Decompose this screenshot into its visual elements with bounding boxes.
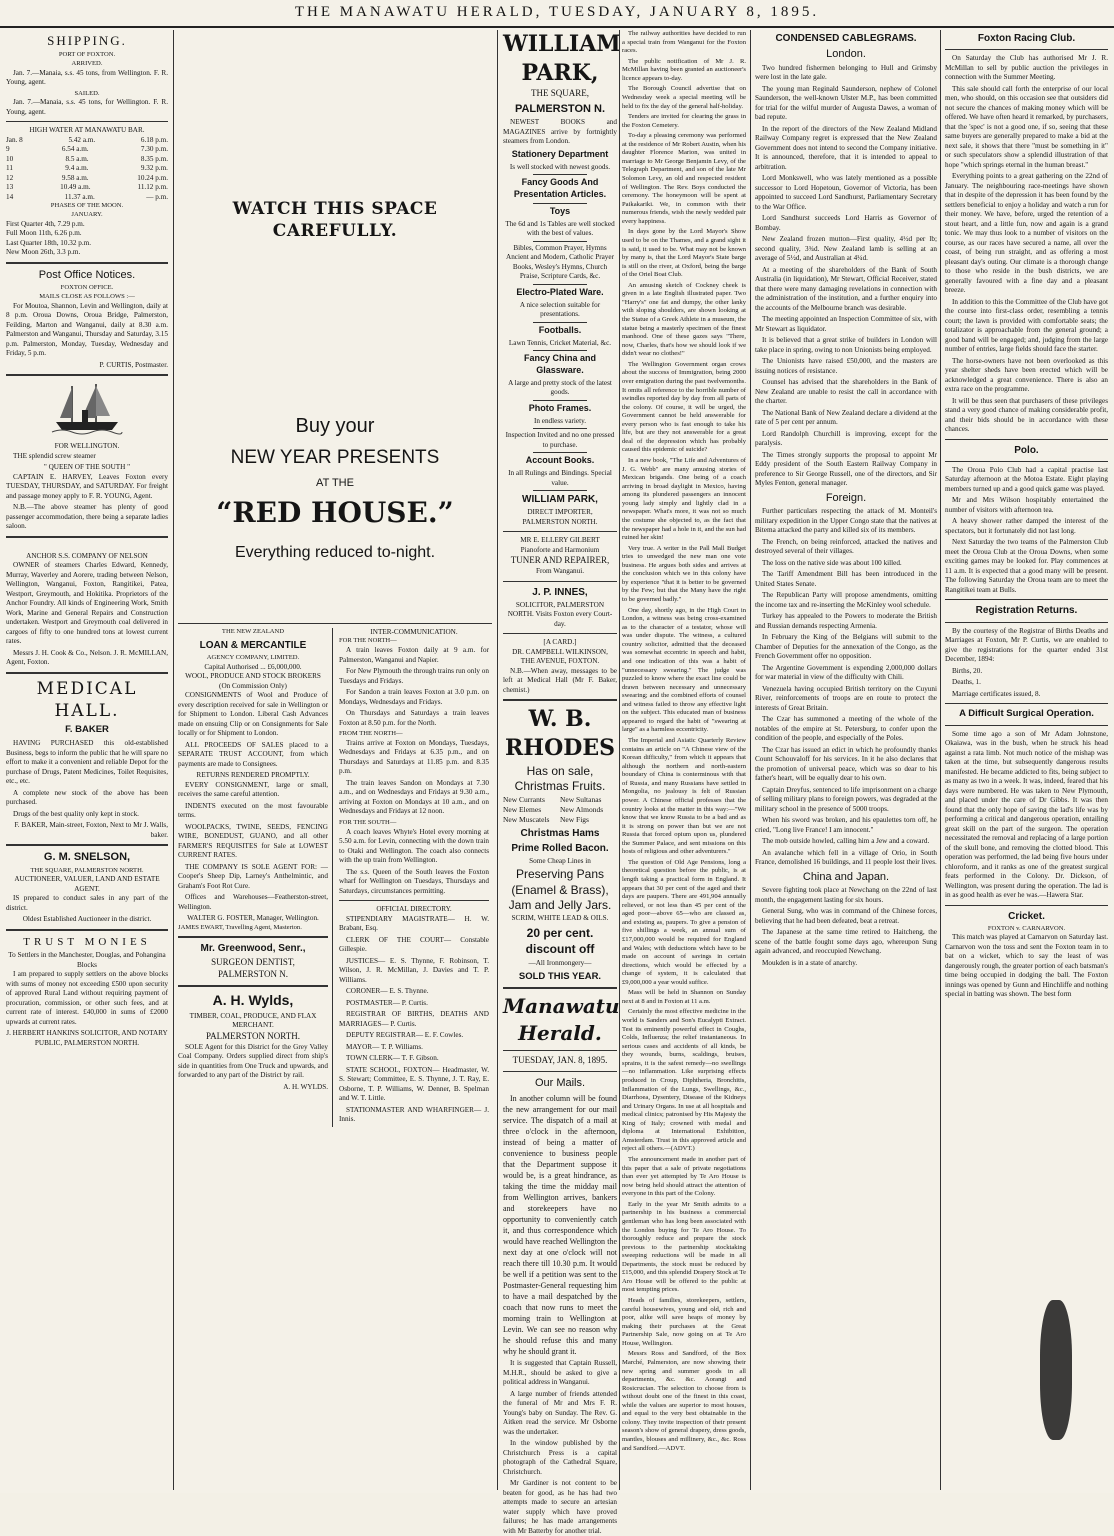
tide-cell: 8.5 a.m. bbox=[65, 154, 89, 163]
park-section-body: Bibles, Common Prayer, Hymns Ancient and Modern, Catholic Prayer Books, Wesley's Hymns, Church Praise, Scripture Cards, &c. bbox=[506, 243, 614, 281]
park-section-title: Toys bbox=[549, 206, 571, 217]
news-paragraph: Two hundred fishermen belonging to Hull and Grimsby were lost in the late gale. bbox=[755, 63, 937, 82]
medical-name: F. BAKER bbox=[65, 724, 109, 736]
news-paragraph: Venezuela having occupied British territory on the Cuyuni River, reinforcements of troops are en route to protect the interests of Great Britain. bbox=[755, 684, 937, 712]
rhodes-item: New Currants bbox=[503, 795, 545, 805]
cricket-heading: Cricket. bbox=[1008, 910, 1045, 922]
directory-entry: STATE SCHOOL, FOXTON— Headmaster, W. S. Stewart; Committee, E. S. Thynne, J. T. Ray, E. Osborne, T. P. Williams, W. Denner, B. Spelman and W. T. Little. bbox=[339, 1065, 489, 1103]
news-paragraph: The Japanese at the same time retired to Haitcheng, the scene of the battle fought some days ago, whereupon Sung again advanced, and reoccupied Newchang. bbox=[755, 928, 937, 956]
news-paragraph: Lord Randolph Churchill is improving, except for the paralysis. bbox=[755, 429, 937, 448]
gilbert-tuner: TUNER AND REPAIRER, bbox=[510, 555, 610, 566]
directory-list bbox=[339, 915, 489, 1125]
news-paragraph: The National Bank of New Zealand declare a dividend at the rate of 5 per cent per annum. bbox=[755, 408, 937, 427]
news-paragraph: In the report of the directors of the New Zealand Midland Railway Company regret is expressed that the New Zealand Government does not intend to second the Company initiative. It is announced, therefore, that it is intended to appeal to arbitration. bbox=[755, 124, 937, 171]
news-paragraph: The young man Reginald Saunderson, nephew of Colonel Saunderson, the well-known Ulster M.P., has been committed for trial for the wilful murder of Augusta Dawes, a woman of bad repute. bbox=[755, 84, 937, 122]
wylds-name: A. H. Wylds, bbox=[212, 992, 294, 1009]
park-section-title: Fancy China and Glassware. bbox=[523, 353, 596, 376]
herald-date: TUESDAY, JAN. 8, 1895. bbox=[512, 1055, 608, 1066]
news-paragraph: The announcement made in another part of this paper that a sale of private negotiations than ever yet attempted by Te Aro House is now being held should attract the attention of everyone in this part of the Colony. bbox=[622, 1156, 746, 1198]
news-paragraph: The Oroua Polo Club had a capital practise last Saturday afternoon at the Motoa Estate. Eight playing members turned up and a good quick game was played. bbox=[945, 465, 1108, 493]
rhodes-item: New Elemes bbox=[503, 805, 542, 815]
column-rule bbox=[940, 30, 941, 1490]
rhodes-name: W. B. RHODES bbox=[505, 706, 615, 762]
inter-body: On Thursdays and Saturdays a train leaves Foxton at 8.50 p.m. for the North. bbox=[339, 709, 489, 727]
cricket-sub: FOXTON v. CARNARVON. bbox=[987, 924, 1066, 932]
new-year-presents: NEW YEAR PRESENTS bbox=[230, 447, 440, 469]
column-advertisements bbox=[178, 30, 492, 1490]
news-paragraph: The Borough Council advertise that on Wednesday week a special meeting will be held to fix the day of the general half-holiday. bbox=[622, 85, 746, 110]
rhodes-pans: Preserving Pans (Enamel & Brass), Jam and Jelly Jars. bbox=[508, 866, 612, 913]
news-paragraph: Lord Sandhurst succeeds Lord Harris as Governor of Bombay. bbox=[755, 214, 937, 232]
moon-phase: First Quarter 4th, 7.29 p.m. bbox=[6, 219, 85, 228]
news-paragraph: The railway authorities have decided to run a special train from Wanganui for the Foxton races. bbox=[622, 30, 746, 55]
trust-sign: J. HERBERT HANKINS SOLICITOR, AND NOTARY PUBLIC, PALMERSTON NORTH. bbox=[6, 1029, 168, 1047]
inter-from-north: FROM THE NORTH— bbox=[339, 730, 403, 738]
medical-drugs: Drugs of the best quality only kept in stock. bbox=[13, 809, 139, 818]
park-news: NEWEST BOOKS and MAGAZINES arrive by fortnightly steamers from London. bbox=[503, 118, 617, 146]
po-text: For Moutoa, Shannon, Levin and Wellington, daily at 8 p.m. Oroua Downs, Oroua Bridge, Palmerston, Feilding, Marton and Wanganui, daily at 8.30 a.m. Palmerston and Wanganui, Thursday and Saturday, 3.15 p.m. Palmerston, Monday, Tuesday, Wednesday and Friday, 5 p.m. bbox=[6, 301, 168, 358]
news-paragraph: Messrs Ross and Sandford, of the Box Marché, Palmerston, are now showing their new spring and summer goods in all departments, &c. &c. Aorangi and Rosicrucian. The selection to choose from is without doubt one of the finest in this coast, while the values are superior to most houses, and equal to the very best obtainable in the colony. They invite inspection of their present season's show of general drapery, dress goods, mantles, blouses and millinery, &c., &c. Ross and Sandford.—ADVT. bbox=[622, 1350, 746, 1452]
anchor-heading: ANCHOR S.S. COMPANY OF NELSON bbox=[26, 551, 148, 560]
wylds-town: PALMERSTON NORTH. bbox=[206, 1030, 300, 1041]
rhodes-bacon: Prime Rolled Bacon. bbox=[511, 843, 609, 855]
steamer-nb: N.B.—The above steamer has plenty of good passenger accommodation, there being a separate ladies saloon. bbox=[6, 503, 168, 531]
trust-body: I am prepared to supply settlers on the above blocks with sums of money not exceeding £500 upon security of approved Rural Land without requiring payment of procuration, commission, or other such fees, and at current rate of interest. £40,000 in sums of £2000 upwards at current rates. bbox=[6, 970, 168, 1026]
news-paragraph: Deaths, 1. bbox=[952, 678, 981, 687]
snelson-role: AUCTIONEER, VALUER, LAND AND ESTATE AGENT. bbox=[14, 875, 160, 893]
port-heading: PORT OF FOXTON. bbox=[58, 51, 116, 59]
column-sport bbox=[945, 30, 1108, 1490]
loan-body: CONSIGNMENTS of Wool and Produce of every description received for sale in Wellington or for Shipment to London. Liberal Cash Advances made on ensuing Clip or on Consignments for Sale locally or for Shipment to London. bbox=[178, 691, 328, 738]
herald-title: Manawatu Herald. bbox=[503, 994, 620, 1045]
news-paragraph: It is believed that a great strike of builders in London will take place in spring, owing to non Unionists being employed. bbox=[755, 336, 937, 354]
tide-row bbox=[6, 183, 168, 193]
inter-south: FOR THE SOUTH— bbox=[339, 818, 397, 826]
park-name: WILLIAM PARK, bbox=[503, 31, 621, 87]
rhodes-cheap: Some Cheap Lines in bbox=[529, 857, 591, 866]
park-section-title: Fancy Goods And Presentation Articles. bbox=[513, 177, 607, 200]
moon-heading: PHASES OF THE MOON. bbox=[50, 202, 124, 210]
news-paragraph: In days gone by the Lord Mayor's Show used to be on the Thames, and a grand sight it is said, it used to be. What may not be known by many is, that the Lord Mayor's State barge is still on the river, at Oxford, being the barge of the Oriel Boat Club. bbox=[622, 228, 746, 279]
news-paragraph: At a meeting of the shareholders of the Bank of South Australia (in liquidation), Mr Stewart, Official Receiver, stated that there were many damaging revelations in connection with the administration of the institution, and a further enquiry into the accounts of the Melbourne branch was desirable. bbox=[755, 265, 937, 312]
news-paragraph: One day, shortly ago, in the High Court in London, a witness was being cross-examined as to the character of a testator, whose will was under dispute. The witness, a cultured country solicitor, admitted that the deceased was somewhat eccentric in speech and habit, and one indication of this was a habit of "unnecessary swearing." The judge was puzzled to know where the exact line could be drawn between necessary and unnecessary swearing; and the combined efforts of counsel and witness failed to throw any effective light on the subject. This educated man of business appeared to regard the habit of "swearing at large" as a harmless eccentricity. bbox=[622, 606, 746, 734]
news-paragraph: Tenders are invited for clearing the grass in the Foxton Cemetery. bbox=[622, 113, 746, 129]
news-paragraph: The Czar has issued an edict in which he profoundly thanks Count Schouvaloff for his services. In it he also declares that the promotion of universal peace, which was so dear to his father's heart, will be equally dear to his own. bbox=[755, 745, 937, 783]
rhodes-scrim: SCRIM, WHITE LEAD & OILS. bbox=[511, 914, 609, 923]
tide-cell: 10 bbox=[6, 154, 14, 163]
loan-name: LOAN & MERCANTILE bbox=[199, 639, 307, 651]
news-paragraph: The Times strongly supports the proposal to appoint Mr Eddy president of the South Eastern Railway Company in preference to Sir George Russell, one of the directors, and Sir Myles Fenton, general manager. bbox=[755, 450, 937, 488]
wylds-role: TIMBER, COAL, PRODUCE, AND FLAX MERCHANT. bbox=[189, 1011, 317, 1030]
directory-entry: POSTMASTER— P. Curtis. bbox=[346, 998, 428, 1007]
tide-cell: 11 bbox=[6, 164, 13, 173]
news-paragraph: Some time ago a son of Mr Adam Johnstone, Okaiawa, was in the bush, when he struck his head against a rata limb. Not much notice of the mishap was taken at the time, but subsequently dangerous results manifested. He became addicted to fits, being subject to as many as two in a week. It was, indeed, feared that his days were numbered. He was taken to New Plymouth, and placed under the care of Dr Gibbs. It was then found that the only hope of saving the lad's life was by performing a critical and dangerous operation, entailing great skill on the part of the surgeon. The operation necessitated the removal and replacing of a large portion of the skull bone, and removing the clotted blood. This operation was performed, the lad being five hours under chloroform, and it ranks as one of the greatest surgical feats performed in the Colony. Dr. Dickson, of Wellington, was present during the operation. The lad is in as good health as ever he was.—Hawera Star. bbox=[945, 729, 1108, 900]
news-paragraph: The mob outside howled, calling him a Jew and a coward. bbox=[762, 837, 930, 846]
polo-heading: Polo. bbox=[1014, 444, 1039, 456]
tide-cell: 9.32 p.m. bbox=[140, 164, 168, 173]
loan-title: THE NEW ZEALAND bbox=[221, 627, 285, 635]
park-section-title: Footballs. bbox=[538, 324, 582, 335]
snelson-oldest: Oldest Established Auctioneer in the district. bbox=[22, 915, 152, 924]
snelson-heading: G. M. SNELSON, bbox=[43, 851, 131, 863]
news-paragraph: The French, on being reinforced, attacked the natives and destroyed several of their villages. bbox=[755, 537, 937, 556]
snelson-addr: THE SQUARE, PALMERSTON NORTH. bbox=[30, 866, 144, 874]
tide-cell: 10.24 p.m. bbox=[137, 173, 168, 182]
wilkinson-addr: THE AVENUE, FOXTON. bbox=[520, 657, 600, 666]
news-paragraph: An avalanche which fell in a village of Orio, in South France, demolished 16 buildings, and 11 people lost their lives. bbox=[755, 848, 937, 867]
tide-heading: HIGH WATER AT MANAWATU BAR. bbox=[29, 126, 145, 135]
park-sign2: DIRECT IMPORTER, PALMERSTON NORTH. bbox=[522, 508, 598, 526]
park-section-title: Photo Frames. bbox=[528, 402, 592, 413]
anchor-body: OWNER of steamers Charles Edward, Kennedy, Murray, Waverley and Aorere, trading between Nelson, Wellington, Wanganui, Foxton, Rangitikei, Patea, Westport, Greymouth, and Hokitika. Proprietors of the Anchor Foundry. All kinds of Engineering Work, Smith Work, Marine and General Repairs and Construction undertaken. Westport and Greymouth coal delivered in cargoes of fifty to one hundred tons at lowest current rates. bbox=[6, 561, 168, 646]
tide-cell: 13 bbox=[6, 183, 14, 192]
news-paragraph: Next Saturday the two teams of the Palmerston Club meet the Oroua Club at the Oroua Downs, when some exciting games may be looked for. Play commences at 11 a.m. It is expected that a good many will be present. The following Saturday the Oroua team are to meet the Rangitikei team at Bulls. bbox=[945, 538, 1108, 594]
registration-heading: Registration Returns. bbox=[975, 605, 1078, 617]
news-paragraph: Turkey has appealed to the Powers to moderate the British and Russian demands respecting Armenia. bbox=[755, 612, 937, 630]
news-paragraph: The loss on the native side was about 100 killed. bbox=[762, 558, 902, 567]
news-paragraph: The public notification of Mr J. R. McMillan having been granted an auctioneer's licence appears to-day. bbox=[622, 57, 746, 82]
watch-space-ad: WATCH THIS SPACE CAREFULLY. bbox=[232, 199, 438, 242]
moon-phase: Last Quarter 18th, 10.32 p.m. bbox=[6, 238, 92, 247]
news-paragraph: The horse-owners have not been overlooked as this year shelter sheds have been erected which will be acknowledged a great convenience. There is also an extra race on the programme. bbox=[945, 356, 1108, 394]
news-paragraph: This sale should call forth the enterprise of our local men, who should, on this occasion see that outsiders did not secure the chances of making money which will be offered. We have often heard it remarked, by purchasers, that the 'spec' is not a good one, if so, seeing that these same buyers are generally prepared to make a bid at the next sale, it shows that there "must be something in it" or such speculators show a splendid illustration of that hope "which springs eternal in the human breast." bbox=[945, 84, 1108, 169]
ink-blot bbox=[1040, 1300, 1072, 1440]
inter-body: Trains arrive at Foxton on Mondays, Tuesdays, Wednesdays and Fridays at 6.35 p.m., and on Thursdays and Saturdays at 11.85 p.m. and 8.35 p.m. bbox=[339, 738, 489, 776]
column-cablegrams bbox=[755, 30, 937, 1490]
news-paragraph: The Unionists have raised £50,000, and the masters are issuing notices of resistance. bbox=[755, 357, 937, 375]
tide-cell: 10.49 a.m. bbox=[60, 183, 91, 192]
medical-sign: F. BAKER, Main-street, Foxton, Next to Mr J. Walls, baker. bbox=[14, 821, 168, 839]
steamer-name: " QUEEN OF THE SOUTH " bbox=[43, 463, 131, 472]
london-heading: London. bbox=[826, 48, 866, 61]
directory-entry: STIPENDIARY MAGISTRATE— H. W. Brabant, Esq. bbox=[339, 914, 489, 933]
reduced-tonight: Everything reduced to-night. bbox=[234, 543, 436, 561]
sailed-label: SAILED. bbox=[74, 89, 100, 97]
news-paragraph: Everything points to a great gathering on the 22nd of January. The neighbouring race-meetings have shown that in despite of the depression it has been found by the settlers beneficial to enjoy a holiday and watch a run for their money. We have, before, urged the retention of a stout heart, and a little fun, now and again is a grand tonic. We may thus look to a number of visitors on the course, as our races have secured a name, all over the coast, of being run straight, and as offering a most pleasant day's outing. Our climate is a thorough change to those who reside in the bush districts, we are generally favoured with a fine day and a pleasant breeze. bbox=[945, 172, 1108, 295]
column-local-news bbox=[622, 30, 746, 1490]
innes-role: SOLICITOR, PALMERSTON NORTH. Visits Foxton every Court-day. bbox=[507, 600, 613, 628]
news-paragraph: The Imperial and Asiatic Quarterly Review contains an article on "A Chinese view of the Korean difficulty," from which it appears that although the northern and north-eastern boundary of China is conterminous with that of Russia, and many Russians have settled in Mongolia, no jealousy is felt of Russian power. A Chinese official professes that the country looks at the matter in this way:—"We know that we know Russia to be a bad and as it is strong on power than but we are not Russia that forced opium upon us, plundered the Summer Palace, and sent missions on this hosts of religious and other adventurers." bbox=[622, 737, 746, 856]
tide-cell: 11.12 p.m. bbox=[137, 183, 168, 192]
news-paragraph: It will be thus seen that purchasers of these privileges stand a very good chance of making considerable profit, and their bids should be in accordance with these chances. bbox=[945, 396, 1108, 434]
park-section-body: In all Rulings and Bindings. Special value. bbox=[508, 469, 612, 487]
loan-every: EVERY CONSIGNMENT, large or small, receives the same careful attention. bbox=[178, 780, 328, 799]
masthead-rule bbox=[0, 26, 1114, 28]
news-paragraph: In February the King of the Belgians will submit to the Chamber of Deputies for the annexation of the Congo, as the French Government offer no opposition. bbox=[755, 633, 937, 661]
tide-cell: 9.4 a.m. bbox=[65, 164, 89, 173]
sailed-text: Jan. 7.—Manaia, s.s. 45 tons, for Wellington. F. R. Young, agent. bbox=[6, 98, 168, 116]
tide-row bbox=[6, 193, 168, 203]
news-paragraph: The Argentine Government is expending 2,000,000 dollars for war material in view of the difficulty with Chili. bbox=[755, 663, 937, 682]
moon-phase: New Moon 26th, 3.3 p.m. bbox=[6, 248, 81, 257]
news-paragraph: Marriage certificates issued, 8. bbox=[952, 689, 1041, 698]
news-paragraph: Certainly the most effective medicine in the world is Sanders and Son's Eucalypti Extract. Test its eminently powerful effect in Coughs, Colds, Influenza; the relief instantaneous. In serious cases and accidents of all kinds, be they wounds, burns, scaldings, bruises, sprains, it is the safest remedy—no swellings—no inflammation. Like surprising effects produced in Croup, Diphtheria, Bronchitis, Inflammation of the Lungs, Swellings, &c., Diarrhoea, Dysentery, Disease of the Kidneys and Urinary Organs. In use at all hospitals and medical clinics; patronised by His Majesty the King of Italy; crowned with medal and diploma at International Exhibition, Amsterdam. Trust in this approved article and reject all others.—(ADVT.) bbox=[622, 1008, 746, 1153]
column-rule bbox=[173, 30, 174, 1490]
masthead: THE MANAWATU HERALD, TUESDAY, JANUARY 8, 1895. bbox=[294, 4, 820, 20]
column-rule bbox=[619, 30, 620, 1490]
rhodes-item: New Sultanas bbox=[560, 795, 602, 805]
rhodes-discount: 20 per cent. discount off bbox=[525, 925, 595, 956]
wylds-body: SOLE Agent for this District for the Grey Valley Coal Company. Orders supplied direct from ship's side in quantities from One Truck and upwards, and forwarded to any part of the District by rail. bbox=[178, 1042, 328, 1079]
loan-comm: (On Commission Only) bbox=[219, 681, 287, 690]
greenwood-town: PALMERSTON N. bbox=[217, 969, 289, 980]
news-paragraph: The meeting appointed an Inspection Committee of six, with Mr Stewart as liquidator. bbox=[755, 315, 937, 333]
mails-body: A large number of friends attended the funeral of Mr and Mrs F. R. Young's baby on Sunday. The Rev. G. Aitken read the service. Mr Osborne was the undertaker. bbox=[503, 1389, 617, 1436]
news-paragraph: Severe fighting took place at Newchang on the 22nd of last month, the engagement lasting for six hours. bbox=[755, 886, 937, 904]
inter-body: For Sandon a train leaves Foxton at 3.0 p.m. on Mondays, Wednesdays and Fridays. bbox=[339, 688, 489, 706]
surgical-heading: A Difficult Surgical Operation. bbox=[959, 708, 1094, 720]
greenwood-role: SURGEON DENTIST, bbox=[211, 957, 295, 968]
park-addr: THE SQUARE, bbox=[531, 88, 589, 99]
news-paragraph: Early in the year Mr Smith admits to a partnership in his business a commercial gentleman who has long been associated with the London buying for Te Aro House. To thoroughly reduce and prepare the stock previous to the partnership stocktaking sweeping reductions will be made in all Departments, the stock must be reduced by £15,000, and this splendid Drapery Stock at Te Aro House will be offered to the public at most tempting prices. bbox=[622, 1200, 746, 1294]
news-paragraph: New Zealand frozen mutton—First quality, 4½d per lb; second quality, 3¾d. New Zealand lamb is selling at an average of 5½d, and Australian at 4¼d. bbox=[755, 235, 937, 263]
red-house: “RED HOUSE.” bbox=[216, 495, 454, 529]
inter-body: For New Plymouth the through trains run only on Tuesdays and Fridays. bbox=[339, 667, 489, 685]
tide-cell: 5.42 a.m. bbox=[68, 135, 96, 144]
foreign-news bbox=[755, 507, 937, 868]
mails-heading: Our Mails. bbox=[534, 1077, 586, 1090]
rhodes-items bbox=[503, 795, 617, 825]
tide-row bbox=[6, 136, 168, 146]
loan-agent: THE COMPANY IS SOLE AGENT FOR: —Cooper's Sheep Dip, Larney's Anthelmintic, and Graham's Foot Rot Cure. bbox=[178, 862, 328, 890]
registration-news bbox=[945, 627, 1108, 700]
directory-entry: CORONER— E. S. Thynne. bbox=[346, 987, 429, 996]
tide-cell: 7.30 p.m. bbox=[140, 145, 168, 154]
china-japan-heading: China and Japan. bbox=[802, 870, 890, 883]
news-paragraph: Lord Monkswell, who was lately mentioned as a possible successor to Lord Hopetoun, Governor of Victoria, has been appointed to succeed Lord Sandhurst, Parliamentary Secretary to the War Office. bbox=[755, 174, 937, 211]
mails-body: Mr Gardiner is not content to be beaten for good, as he has had two attempts made to secure an artesian water supply which have proved failures; he has made arrangements with Mr Batterby for another trial. bbox=[503, 1479, 617, 1535]
loan-returns: RETURNS RENDERED PROMPTLY. bbox=[196, 771, 310, 780]
column-rule bbox=[750, 30, 751, 1490]
park-section-body: A nice selection suitable for presentations. bbox=[519, 300, 601, 319]
cablegrams-heading: CONDENSED CABLEGRAMS. bbox=[775, 33, 917, 44]
news-paragraph: General Sung, who was in command of the Chinese forces, believing that he had been defeated, beat a retreat. bbox=[755, 907, 937, 925]
news-paragraph: Moukden is in a state of anarchy. bbox=[762, 958, 858, 967]
column-shipping bbox=[6, 30, 168, 1490]
steamer-body: CAPTAIN E. HARVEY, Leaves Foxton every TUESDAY, THURSDAY, and SATURDAY. For freight and passage money apply to F. R. YOUNG, Agent. bbox=[6, 472, 168, 500]
park-section-body: Inspection Invited and no one pressed to purchase. bbox=[505, 431, 615, 449]
news-paragraph: The Czar has summoned a meeting of the whole of the notables of the empire at St. Petersburg, to confer upon the condition of the people, and especially of the Poles. bbox=[755, 715, 937, 743]
arrived-label: ARRIVED. bbox=[71, 59, 103, 67]
directory-entry: JUSTICES— E. S. Thynne, F. Robinson, T. Wilson, J. R. McMillan, J. Davies and T. P. Williams. bbox=[339, 956, 489, 984]
tide-row bbox=[6, 174, 168, 184]
inter-north: FOR THE NORTH— bbox=[339, 637, 397, 645]
trust-sub: To Settlers in the Manchester, Douglas, and Pohangina Blocks bbox=[8, 951, 166, 969]
wilkinson-name: DR. CAMPBELL WILKINSON, bbox=[512, 647, 608, 656]
shipping-heading: SHIPPING. bbox=[47, 33, 127, 48]
park-section-body: The 6d and 1s Tables are well stocked with the best of values. bbox=[505, 219, 615, 238]
cricket-news bbox=[945, 933, 1108, 1000]
news-paragraph: Births, 20. bbox=[952, 666, 983, 675]
wellington-heading: FOR WELLINGTON. bbox=[54, 442, 120, 451]
news-paragraph: Further particulars respecting the attack of M. Monteil's military expedition in the Upper Congo state that the natives at Bitema attacked the party and killed six of its members. bbox=[755, 507, 937, 535]
tide-cell: 14 bbox=[6, 192, 14, 201]
loan-ewart: JAMES EWART, Travelling Agent, Masterton. bbox=[178, 923, 302, 931]
greenwood-name: Mr. Greenwood, Senr., bbox=[200, 943, 306, 955]
park-sections bbox=[503, 149, 617, 491]
news-paragraph: To-day a pleasing ceremony was performed at the residence of Mr Robert Austin, when his daughter Florence Marion, was united in marriage to Mr George Benjamin Levy, of the Telegraph Department, and son of the late Mr Solomon Levy, an old and respected resident of Wellington. The Rev. Boys conducted the ceremony. The honeymoon will be spent at Paikakariki. We, in common with their numerous friends, wish the newly wedded pair every happiness. bbox=[622, 132, 746, 225]
news-paragraph: Heads of families, storekeepers, settlers, careful housewives, young and old, rich and poor, alike will save heaps of money by making their purchases at the Great Partnership Sale, now going on at Te Aro House, Wellington. bbox=[622, 1297, 746, 1347]
directory-entry: CLERK OF THE COURT— Constable Gillespie. bbox=[339, 935, 489, 954]
loan-capital: Capital Authorised ... £6,000,000. bbox=[204, 662, 302, 671]
park-town: PALMERSTON N. bbox=[514, 102, 606, 115]
news-paragraph: The Tariff Amendment Bill has been introduced in the United States Senate. bbox=[755, 570, 937, 588]
london-news bbox=[755, 64, 937, 489]
news-paragraph: In a new book, "The Life and Adventures of J. G. Webb" are many amusing stories of Mexican brigands. One being of a coach arriving in broad daylight in Mexico, having among its plundered passengers an innocent young lady simply and lightly clad in a newspaper. What's more, it was not so much the costume she objected to, as the fact that the newspaper had a hole in it, and the sun had ruined her skin! bbox=[622, 457, 746, 542]
news-paragraph: A heavy shower rather damped the interest of the spectators, but it fortunately did not last long. bbox=[945, 517, 1108, 535]
news-paragraph: When his sword was broken, and his epaulettes torn off, he cried, "Long live France! I am innocent." bbox=[755, 816, 937, 834]
inter-body: The s.s. Queen of the South leaves the Foxton wharf for Wellington on Tuesdays, Thursdays and Saturdays, circumstances permitting. bbox=[339, 867, 489, 895]
medical-hall-heading: MEDICAL HALL. bbox=[36, 678, 138, 722]
wilkinson-nb: N.B.—When away, messages to be left at Medical Hall (Mr F. Baker, chemist.) bbox=[503, 666, 617, 694]
news-paragraph: The Wellington Government organ crows about the success of Immigration, being 2000 over emigration during the past twelvemonths. It omits all reference to the horrible number of swindles reported day by day from all parts of the colony. Of course, it will be urged, the Government cannot be held answerable for every person who is fast enough to take his life, but are they not answerable for a great deal of the depression which has probably caused this epidemic of suicide? bbox=[622, 360, 746, 454]
mails-body: In another column will be found the new arrangement for our mail service. The dispatch of a mail at three o'clock in the afternoon, instead of being a matter of convenience to business people that the Department suppose it would be, is a great hindrance, as taking the time the midday mail from Wellington arrives, bankers and storekeepers have no opportunity to conveniently catch it, and thus correspondence which would have reached Wellington the next day at one o'clock will not reach there till 10.30 p.m. It would be well if a petition was sent to the Postmaster-General requesting him to have a mail despatched by the coach that now runs to meet the morning train to Wellington at Levin. We can see no reason why he should refuse this and many why he should grant it. bbox=[503, 1093, 617, 1357]
tide-cell: 8.35 p.m. bbox=[140, 154, 168, 163]
rhodes-sold: SOLD THIS YEAR. bbox=[518, 970, 602, 982]
card-label: [A CARD.] bbox=[543, 638, 577, 647]
inter-body: A coach leaves Whyte's Hotel every morning at 5.50 a.m. for Levin, connecting with the down train to Otaki and Wellington. The coach also connects with the up train from Wellington. bbox=[339, 827, 489, 865]
tide-cell: Jan. 8 bbox=[6, 135, 23, 144]
polo-news bbox=[945, 466, 1108, 596]
news-paragraph: The question of Old Age Pensions, long a theoretical question before the public, is at length taking a practical form in England. It appears that 30 per cent of the aged and their days are paupers. There are 491,904 annually relieved, or not less than 45 per cent of the aged poor—above 65—who are classed as, and existing as, paupers. To give a pension of five shillings a week, an annual sum of £17,000,000 would be required for England and Wales; with deductions which have to be made on account of savings in certain directions, which would be effected by a change of system, it is calculated that £9,000,000 a year would suffice. bbox=[622, 858, 746, 986]
gilbert-role: Pianoforte and Harmonium bbox=[520, 545, 600, 554]
news-paragraph: On Saturday the Club has authorised Mr J. R. McMillan to sell by public auction the privileges in connection with the Summer Meeting. bbox=[945, 54, 1108, 82]
loan-mercantile-ad bbox=[178, 628, 333, 1127]
rhodes-item: New Figs bbox=[560, 814, 589, 824]
tide-cell: 9 bbox=[6, 145, 10, 154]
china-japan-news bbox=[755, 886, 937, 968]
tide-row bbox=[6, 164, 168, 174]
tide-cell: 9.58 a.m. bbox=[61, 173, 89, 182]
directory-entry: STATIONMASTER AND WHARFINGER— J. Innis. bbox=[339, 1105, 489, 1124]
tide-cell: — p.m. bbox=[146, 192, 168, 201]
news-paragraph: Mass will be held in Shannon on Sunday next at 8 and in Foxton at 11 a.m. bbox=[622, 989, 746, 1005]
tide-cell: 6.18 p.m. bbox=[140, 135, 168, 144]
arrived-text: Jan. 7.—Manaia, s.s. 45 tons, from Wellington. F. R. Young, agent. bbox=[6, 68, 168, 87]
surgical-news bbox=[945, 730, 1108, 901]
po-sign: P. CURTIS, Postmaster. bbox=[99, 360, 168, 369]
park-section-body: Lawn Tennis, Cricket Material, &c. bbox=[508, 338, 612, 347]
racing-news bbox=[945, 54, 1108, 435]
buy-your: Buy your bbox=[295, 414, 375, 437]
rhodes-iron: —All Ironmongery— bbox=[528, 959, 592, 968]
loan-wool2: WOOLPACKS, TWINE, SEEDS, FENCING WIRE, BONEDUST, GUANO, and all other FARMER'S REQUISITES for Sale at LOWEST CURRENT RATES. bbox=[178, 822, 328, 860]
foreign-heading: Foreign. bbox=[825, 491, 867, 504]
rhodes-hams: Christmas Hams bbox=[520, 827, 600, 839]
mails-body: In the window published by the Christchurch Press is a capital photograph of the Cathedral Square, Christchurch. bbox=[503, 1439, 617, 1476]
park-section-title: Electro-Plated Ware. bbox=[516, 286, 604, 297]
tide-cell: 12 bbox=[6, 173, 14, 182]
snelson-body: IS prepared to conduct sales in any part of the district. bbox=[6, 894, 168, 912]
inter-communication bbox=[339, 628, 489, 1127]
directory-entry: REGISTRAR OF BIRTHS, DEATHS AND MARRIAGES— P. Curtis. bbox=[339, 1010, 489, 1028]
news-paragraph: In addition to this the Committee of the Club have got the course into first-class order, resembling a tennis court; the lawn is provided with comfortable seats; the totalizator is approachable from the general ground; a good band will be engaged; and, judging from the large number of entries, large fields should face the starter. bbox=[945, 297, 1108, 354]
mails-body: It is suggested that Captain Russell, M.H.R., should be asked to give a political address in Wanganui. bbox=[503, 1359, 617, 1387]
loan-sub: AGENCY COMPANY, LIMITED. bbox=[206, 653, 300, 661]
steamer-text: THE splendid screw steamer bbox=[13, 451, 96, 460]
medical-body: HAVING PURCHASED this old-established Business, begs to inform the public that he will spare no effort to make it a convenient and reliable Depot for the purchase of Drugs, Patent Medicines, Toilet Requisites, etc., etc. bbox=[6, 739, 168, 785]
po-mails: MAILS CLOSE AS FOLLOWS :— bbox=[39, 292, 135, 300]
official-directory: OFFICIAL DIRECTORY. bbox=[376, 905, 452, 914]
gilbert-name: MR E. ELLERY GILBERT bbox=[520, 536, 600, 545]
news-paragraph: An amusing sketch of Cockney cheek is given in a late English illustrated paper. Two "Harry's" one fat and dumpy, the other lanky with sloping shoulders, are shown looking at the Statue of a Greek Athlete in a museum, the statue being a masterly specimen of the finest manhood. One of these gazes says "There, now, Charles, that's how we should look if we didn't wear no clothes!" bbox=[622, 281, 746, 358]
inter-body: The train leaves Sandon on Mondays at 7.30 a.m., and on Wednesdays and Fridays at 9.30 a.m., arriving at Foxton on Mondays at 10 a.m., and on Wednesdays and Fridays at 12 noon. bbox=[339, 778, 489, 816]
anchor-agents: Messrs J. H. Cook & Co., Nelson. J. R. McMILLAN, Agent, Foxton. bbox=[6, 648, 168, 667]
po-office: FOXTON OFFICE. bbox=[60, 284, 114, 292]
tide-cell: 6.54 a.m. bbox=[61, 145, 89, 154]
post-office-heading: Post Office Notices. bbox=[38, 268, 136, 281]
tide-row bbox=[6, 155, 168, 165]
steamer-ship-icon bbox=[52, 380, 122, 438]
column-park-rhodes bbox=[503, 30, 621, 1535]
loan-wool: WOOL, PRODUCE AND STOCK BROKERS bbox=[185, 672, 321, 681]
news-paragraph: The Republican Party will propose amendments, omitting the income tax and re-inserting the McKinley wool schedule. bbox=[755, 591, 937, 609]
racing-heading: Foxton Racing Club. bbox=[977, 33, 1076, 44]
loan-offices: Offices and Warehouses—Featherston-street, Wellington. bbox=[178, 893, 328, 911]
rhodes-item: New Muscatels bbox=[503, 814, 550, 824]
news-paragraph: Mr and Mrs Wilson hospitably entertained the number of visitors with afternoon tea. bbox=[945, 496, 1108, 514]
tide-table bbox=[6, 136, 168, 203]
news-paragraph: This match was played at Carnarvon on Saturday last. Carnarvon won the toss and sent the Foxton team in to bat on a wicket, which to say the least of was dangerously rough, the greater portion of each batsman's time being occupied in dodging the ball. The Foxton innings was opened by Gunn and Hinchliffe and nothing special in batting was shown. The best form bbox=[945, 933, 1108, 999]
directory-entry: DEPUTY REGISTRAR— E. F. Cowles. bbox=[346, 1031, 464, 1040]
column-rule bbox=[497, 30, 498, 1490]
inter-body: A train leaves Foxton daily at 9 a.m. for Palmerston, Wanganui and Napier. bbox=[339, 646, 489, 664]
loan-indents: INDENTS executed on the most favourable terms. bbox=[178, 801, 328, 820]
news-paragraph: Captain Dreyfus, sentenced to life imprisonment on a charge of selling military plans to foreign powers, was degraded at the military school in the presence of 5000 troops. bbox=[755, 785, 937, 813]
moon-month: JANUARY. bbox=[71, 210, 103, 218]
news-paragraph: Very true. A writer in the Pall Mall Budget tries to unwedged the new man one vote business. He argues both sides and arrives at the conclusion which we in this colony have by experience "that it is better to be governed by the Few; but that the Many have the right to be governed badly." bbox=[622, 544, 746, 603]
tide-cell: 11.37 a.m. bbox=[64, 192, 95, 201]
innes-name: J. P. INNES, bbox=[532, 586, 588, 598]
at-the: AT THE bbox=[316, 477, 354, 490]
park-sign: WILLIAM PARK, bbox=[522, 494, 598, 506]
park-section-body: In endless variety. bbox=[533, 416, 587, 425]
park-section-body: A large and pretty stock of the latest goods. bbox=[508, 378, 612, 397]
directory-entry: MAYOR— T. P. Williams. bbox=[346, 1042, 423, 1051]
medical-stock: A complete new stock of the above has been purchased. bbox=[6, 788, 168, 806]
news-paragraph: Counsel has advised that the shareholders in the Bank of New Zealand are unable to resist the call in accordance with the charter. bbox=[755, 378, 937, 406]
news-paragraph: By the courtesy of the Registrar of Births Deaths and Marriages at Foxton, Mr P. Curtis, we are enabled to give the registrations for the quarter ended 31st December, 1894: bbox=[945, 626, 1108, 664]
moon-phase: Full Moon 11th, 6.26 p.m. bbox=[6, 229, 82, 238]
gilbert-from: From Wanganui. bbox=[536, 567, 584, 576]
loan-proceeds: ALL PROCEEDS OF SALES placed to a SEPARATE TRUST ACCOUNT, from which payments are made to Consignees. bbox=[178, 740, 328, 768]
wylds-sign: A. H. WYLDS. bbox=[283, 1082, 328, 1091]
park-section-title: Account Books. bbox=[525, 455, 595, 466]
park-section-title: Stationery Department bbox=[511, 148, 609, 159]
trust-heading: TRUST MONIES bbox=[23, 935, 151, 948]
park-section-body: Is well stocked with newest goods. bbox=[509, 162, 611, 171]
inter-title: INTER-COMMUNICATION. bbox=[370, 627, 458, 636]
loan-sign: WALTER G. FOSTER, Manager, Wellington. bbox=[187, 914, 319, 923]
directory-entry: TOWN CLERK— T. F. Gibson. bbox=[346, 1054, 439, 1063]
tide-row bbox=[6, 145, 168, 155]
rhodes-sub: Has on sale, Christmas Fruits. bbox=[514, 763, 606, 794]
rhodes-item: New Almonds bbox=[560, 805, 604, 815]
